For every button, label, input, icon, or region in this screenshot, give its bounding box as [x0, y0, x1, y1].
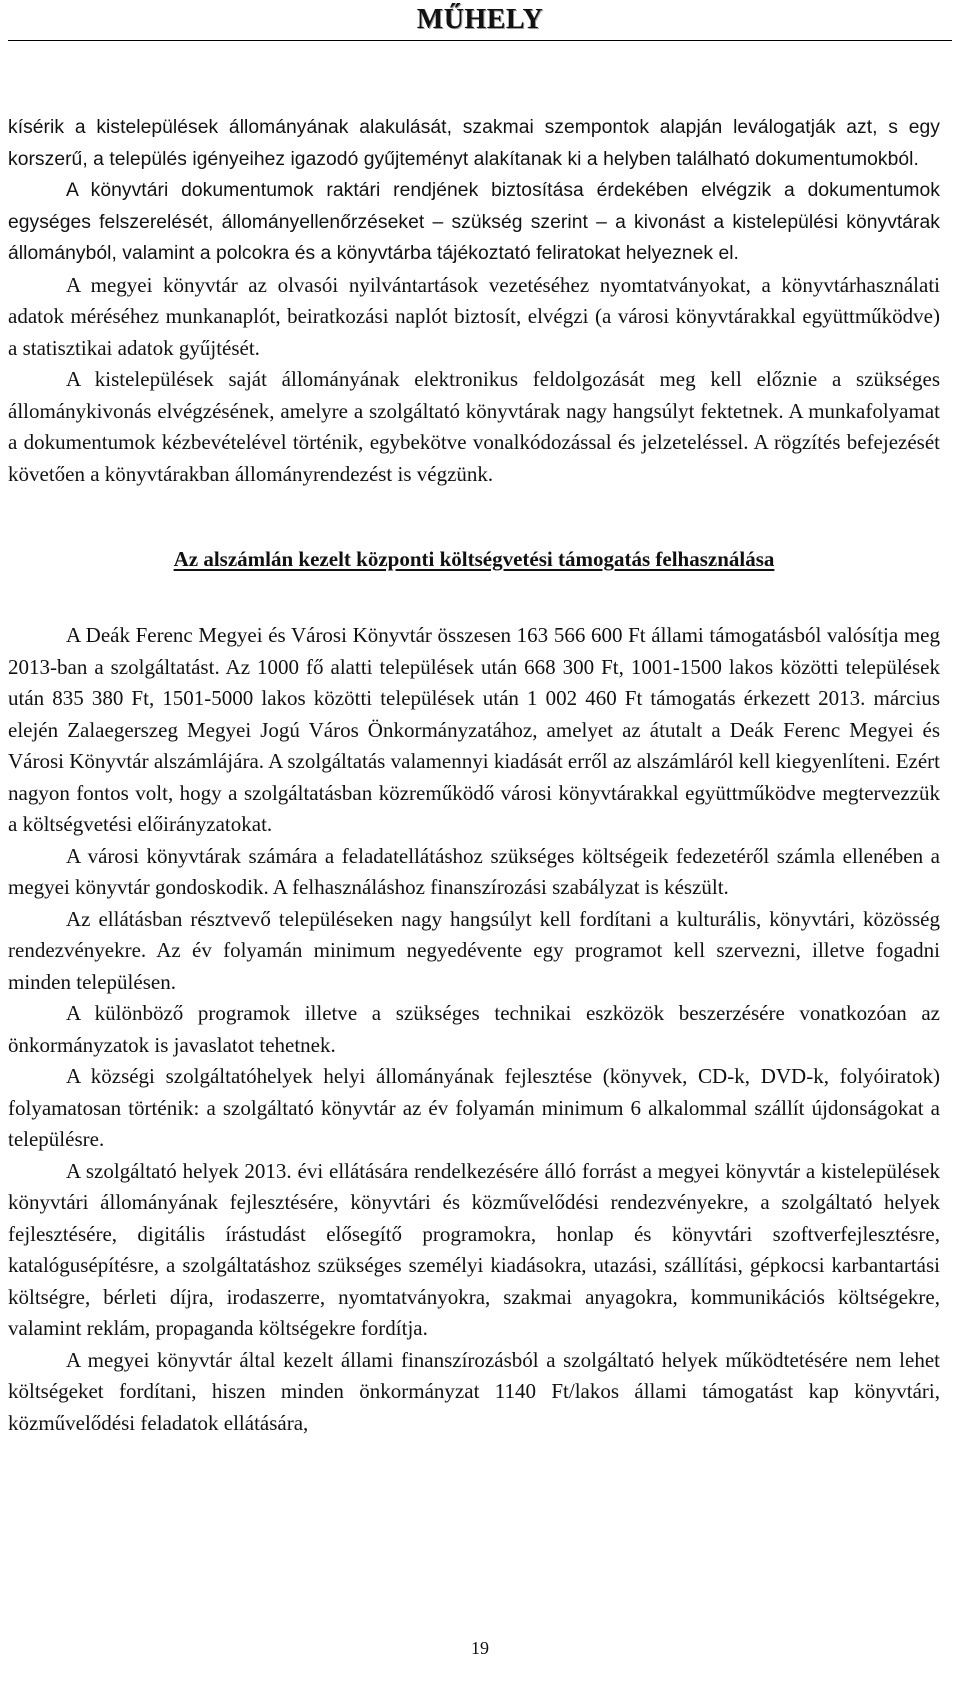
section-heading: Az alszámlán kezelt központi költségvetési támogatás felhasználása [173, 547, 775, 571]
header-title: MŰHELY [416, 4, 544, 35]
page-header [8, 0, 952, 41]
paragraph-elektronikus-feldolgozas: A kistelepülések saját állományának elektronikus feldolgozását meg kell előznie a szükséges állománykivonás elvégzésének, amelyre a szolgáltató könyvtárak nagy hangsúlyt fektetnek. A munkafolyamat a dokumentumok kézbevételével történik, egybekötve vonalkódozással és jelzeteléssel. A rögzítés befejezését követően a könyvtárakban állományrendezést is végzünk. [8, 367, 940, 486]
paragraph-olvasoi-nyilvantartas: A megyei könyvtár az olvasói nyilvántartások vezetéséhez nyomtatványokat, a könyvtárhasználati adatok méréséhez munkanaplót, beiratkozási naplót biztosít, elvégzi (a városi könyvtárakkal együttműködve) a statisztikai adatok gyűjtését. [8, 272, 940, 360]
paragraph-continuation: kísérik a kistelepülések állományának alakulását, szakmai szempontok alapján leválogatják azt, s egy korszerű, a település igényeihez igazodó gyűjteményt alakítanak ki a helyben található dokumentumokból. [8, 117, 940, 170]
document-body [8, 112, 940, 1439]
paragraph-javaslat: A különböző programok illetve a szükséges technikai eszközök beszerzésére vonatkozóan az önkormányzatok is javaslatot tehetnek. [8, 1001, 940, 1057]
paragraph-allomany-fejlesztes: A községi szolgáltatóhelyek helyi állományának fejlesztése (könyvek, CD-k, DVD-k, folyóiratok) folyamatosan történik: a szolgáltató könyvtár az év folyamán minimum 6 alkalommal szállít újdonságokat a településre. [8, 1064, 940, 1151]
paragraph-rendezvenyek: Az ellátásban résztvevő településeken nagy hangsúlyt kell fordítani a kulturális, könyvtári, közösség rendezvényekre. Az év folyamán minimum negyedévente egy programot kell szervezni, illetve fogadni minden településen. [8, 906, 940, 994]
paragraph-varosi-konyvtarak: A városi könyvtárak számára a feladatellátáshoz szükséges költségeik fedezetéről számla ellenében a megyei könyvtár gondoskodik. A felhasználáshoz finanszírozási szabályzat is készült. [8, 843, 940, 899]
paragraph-tamogatas-osszeg: A Deák Ferenc Megyei és Városi Könyvtár összesen 163 566 600 Ft állami támogatásból valósítja meg 2013-ban a szolgáltatást. Az 1000 fő alatti települések után 668 300 Ft, 1001-1500 lakos közötti települések után 835 380 Ft, 1501-5000 lakos közötti települések után 1 002 460 Ft támogatás érkezett 2013. március elején Zalaegerszeg Megyei Jogú Város Önkormányzatához, amelyet az átutalt a Deák Ferenc Megyei és Városi Könyvtár alszámlájára. A szolgáltatás valamennyi kiadását erről az alszámláról kell kiegyenlíteni. Ezért nagyon fontos volt, hogy a szolgáltatásban közreműködő városi könyvtárakkal együttműködve megtervezzük a költségvetési előirányzatokat. [8, 623, 940, 836]
paragraph-mukodtetes: A megyei könyvtár által kezelt állami finanszírozásból a szolgáltató helyek működtetésére nem lehet költségeket fordítani, hiszen minden önkormányzat 1140 Ft/lakos állami támogatást kap könyvtári, közművelődési feladatok ellátására, [8, 1347, 940, 1435]
paragraph-forras-felhasznalas: A szolgáltató helyek 2013. évi ellátására rendelkezésére álló forrást a megyei könyvtár a kistelepülések könyvtári állományának fejlesztésére, könyvtári és közművelődési rendezvényekre, a szolgáltató helyek fejlesztésére, digitális írástudást elősegítő programokra, honlap és könyvtári szoftverfejlesztésre, katalógusépítésre, a szolgáltatáshoz szükséges személyi kiadásokra, utazási, szállítási, gépkocsi karbantartási költségre, bérleti díjra, irodaszerre, nyomtatványokra, szakmai anyagokra, kommunikációs költségekre, valamint reklám, propaganda költségekre fordítja. [8, 1158, 940, 1340]
page-number: 19 [471, 1638, 489, 1658]
paragraph-raktari-rend: A könyvtári dokumentumok raktári rendjének biztosítása érdekében elvégzik a dokumentumok egységes felszerelését, állományellenőrzéseket – szükség szerint – a kivonást a kistelepülési könyvtárak állományból, valamint a polcokra és a könyvtárba tájékoztató feliratokat helyeznek el. [8, 180, 940, 264]
